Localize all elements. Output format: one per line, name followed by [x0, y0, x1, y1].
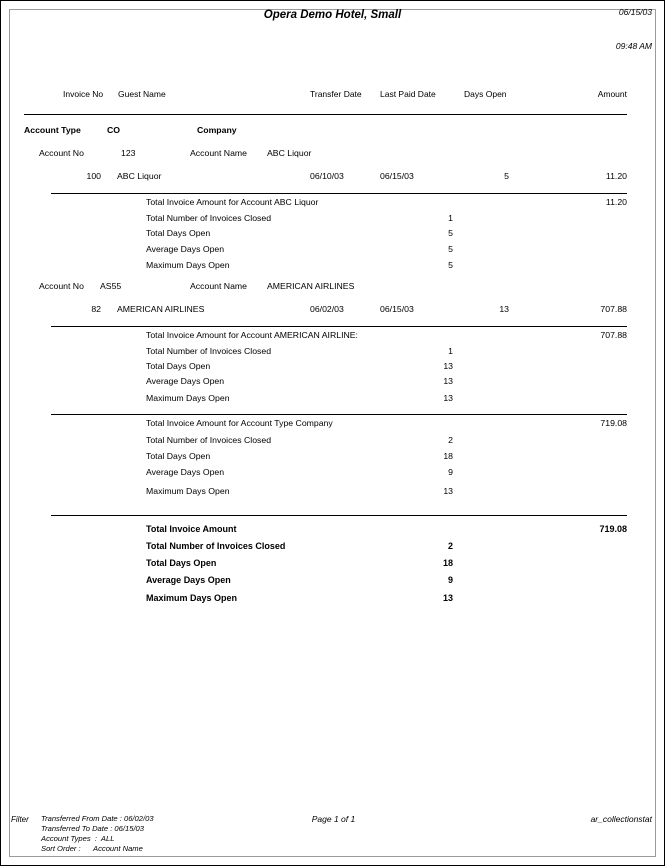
page-border [9, 9, 656, 857]
account-no-value: 123 [121, 148, 136, 158]
total-label: Maximum Days Open [146, 486, 230, 496]
grand-total-label: Maximum Days Open [146, 593, 238, 603]
table-row-invoice-no: 82 [91, 304, 101, 314]
account-total-rule [51, 193, 627, 194]
total-value: 9 [448, 467, 453, 477]
report-time: 09:48 AM [615, 41, 652, 51]
column-header-days-open: Days Open [464, 89, 507, 99]
total-value: 5 [448, 260, 453, 270]
total-label: Total Invoice Amount for Account Type Company [146, 418, 333, 428]
total-label: Total Number of Invoices Closed [146, 213, 272, 223]
table-row-amount: 707.88 [600, 304, 627, 314]
account-total-rule [51, 326, 627, 327]
grand-total-amount: 719.08 [599, 524, 627, 534]
total-value: 13 [443, 376, 453, 386]
account-no-label: Account No [39, 281, 84, 291]
page-number: Page 1 of 1 [311, 814, 356, 824]
total-label: Total Number of Invoices Closed [146, 346, 272, 356]
column-header-amount: Amount [597, 89, 627, 99]
filter-line-account-types: Account Types : ALL [41, 834, 115, 843]
report-title: Opera Demo Hotel, Small [263, 9, 402, 21]
total-value: 1 [448, 346, 453, 356]
account-name-label: Account Name [190, 281, 247, 291]
table-row-days-open: 13 [499, 304, 509, 314]
total-label: Total Invoice Amount for Account AMERICAN AIRLINE: [146, 330, 358, 340]
total-label: Total Number of Invoices Closed [146, 435, 272, 445]
table-row-guest-name: AMERICAN AIRLINES [117, 304, 205, 314]
total-amount: 719.08 [600, 418, 627, 428]
total-value: 13 [443, 486, 453, 496]
grand-total-label: Total Days Open [146, 558, 217, 568]
column-header-guest-name: Guest Name [118, 89, 166, 99]
account-type-label: Account Type [24, 125, 81, 135]
grand-total-rule [51, 515, 627, 516]
total-label: Maximum Days Open [146, 260, 230, 270]
table-row-transfer-date: 06/02/03 [310, 304, 344, 314]
table-row-last-paid-date: 06/15/03 [380, 171, 414, 181]
grand-total-value: 18 [442, 558, 453, 568]
total-label: Average Days Open [146, 467, 225, 477]
account-type-code: CO [107, 125, 121, 135]
total-value: 13 [443, 361, 453, 371]
account-no-label: Account No [39, 148, 84, 158]
total-label: Total Days Open [146, 228, 211, 238]
total-value: 1 [448, 213, 453, 223]
table-row-last-paid-date: 06/15/03 [380, 304, 414, 314]
type-total-rule [51, 414, 627, 415]
table-row-invoice-no: 100 [86, 171, 101, 181]
total-label: Total Days Open [146, 451, 211, 461]
total-label: Total Invoice Amount for Account ABC Liquor [146, 197, 319, 207]
total-label: Maximum Days Open [146, 393, 230, 403]
column-header-invoice-no: Invoice No [63, 89, 104, 99]
total-label: Average Days Open [146, 244, 225, 254]
total-amount: 11.20 [605, 197, 627, 207]
grand-total-value: 2 [447, 541, 453, 551]
total-value: 18 [443, 451, 453, 461]
grand-total-label: Average Days Open [146, 575, 231, 585]
table-row-transfer-date: 06/10/03 [310, 171, 344, 181]
account-no-value: AS55 [100, 281, 122, 291]
report-date: 06/15/03 [618, 7, 652, 17]
column-header-last-paid-date: Last Paid Date [380, 89, 436, 99]
account-name-value: AMERICAN AIRLINES [267, 281, 355, 291]
total-amount: 707.88 [600, 330, 627, 340]
filter-line-sort-order: Sort Order : Account Name [41, 844, 143, 853]
total-label: Total Days Open [146, 361, 211, 371]
filter-label: Filter [11, 815, 29, 824]
table-row-days-open: 5 [504, 171, 509, 181]
account-name-value: ABC Liquor [267, 148, 312, 158]
total-value: 13 [443, 393, 453, 403]
grand-total-value: 9 [447, 575, 453, 585]
grand-total-label: Total Number of Invoices Closed [146, 541, 286, 551]
header-rule [24, 114, 627, 115]
filter-line-to-date: Transferred To Date : 06/15/03 [41, 824, 144, 833]
account-name-label: Account Name [190, 148, 247, 158]
grand-total-label: Total Invoice Amount [146, 524, 237, 534]
table-row-amount: 11.20 [605, 171, 627, 181]
grand-total-value: 13 [442, 593, 453, 603]
total-value: 5 [448, 228, 453, 238]
column-header-transfer-date: Transfer Date [310, 89, 362, 99]
filter-line-from-date: Transferred From Date : 06/02/03 [41, 814, 154, 823]
total-value: 5 [448, 244, 453, 254]
report-id: ar_collectionstat [590, 814, 652, 824]
table-row-guest-name: ABC Liquor [117, 171, 162, 181]
account-type-name: Company [197, 125, 237, 135]
total-label: Average Days Open [146, 376, 225, 386]
total-value: 2 [448, 435, 453, 445]
